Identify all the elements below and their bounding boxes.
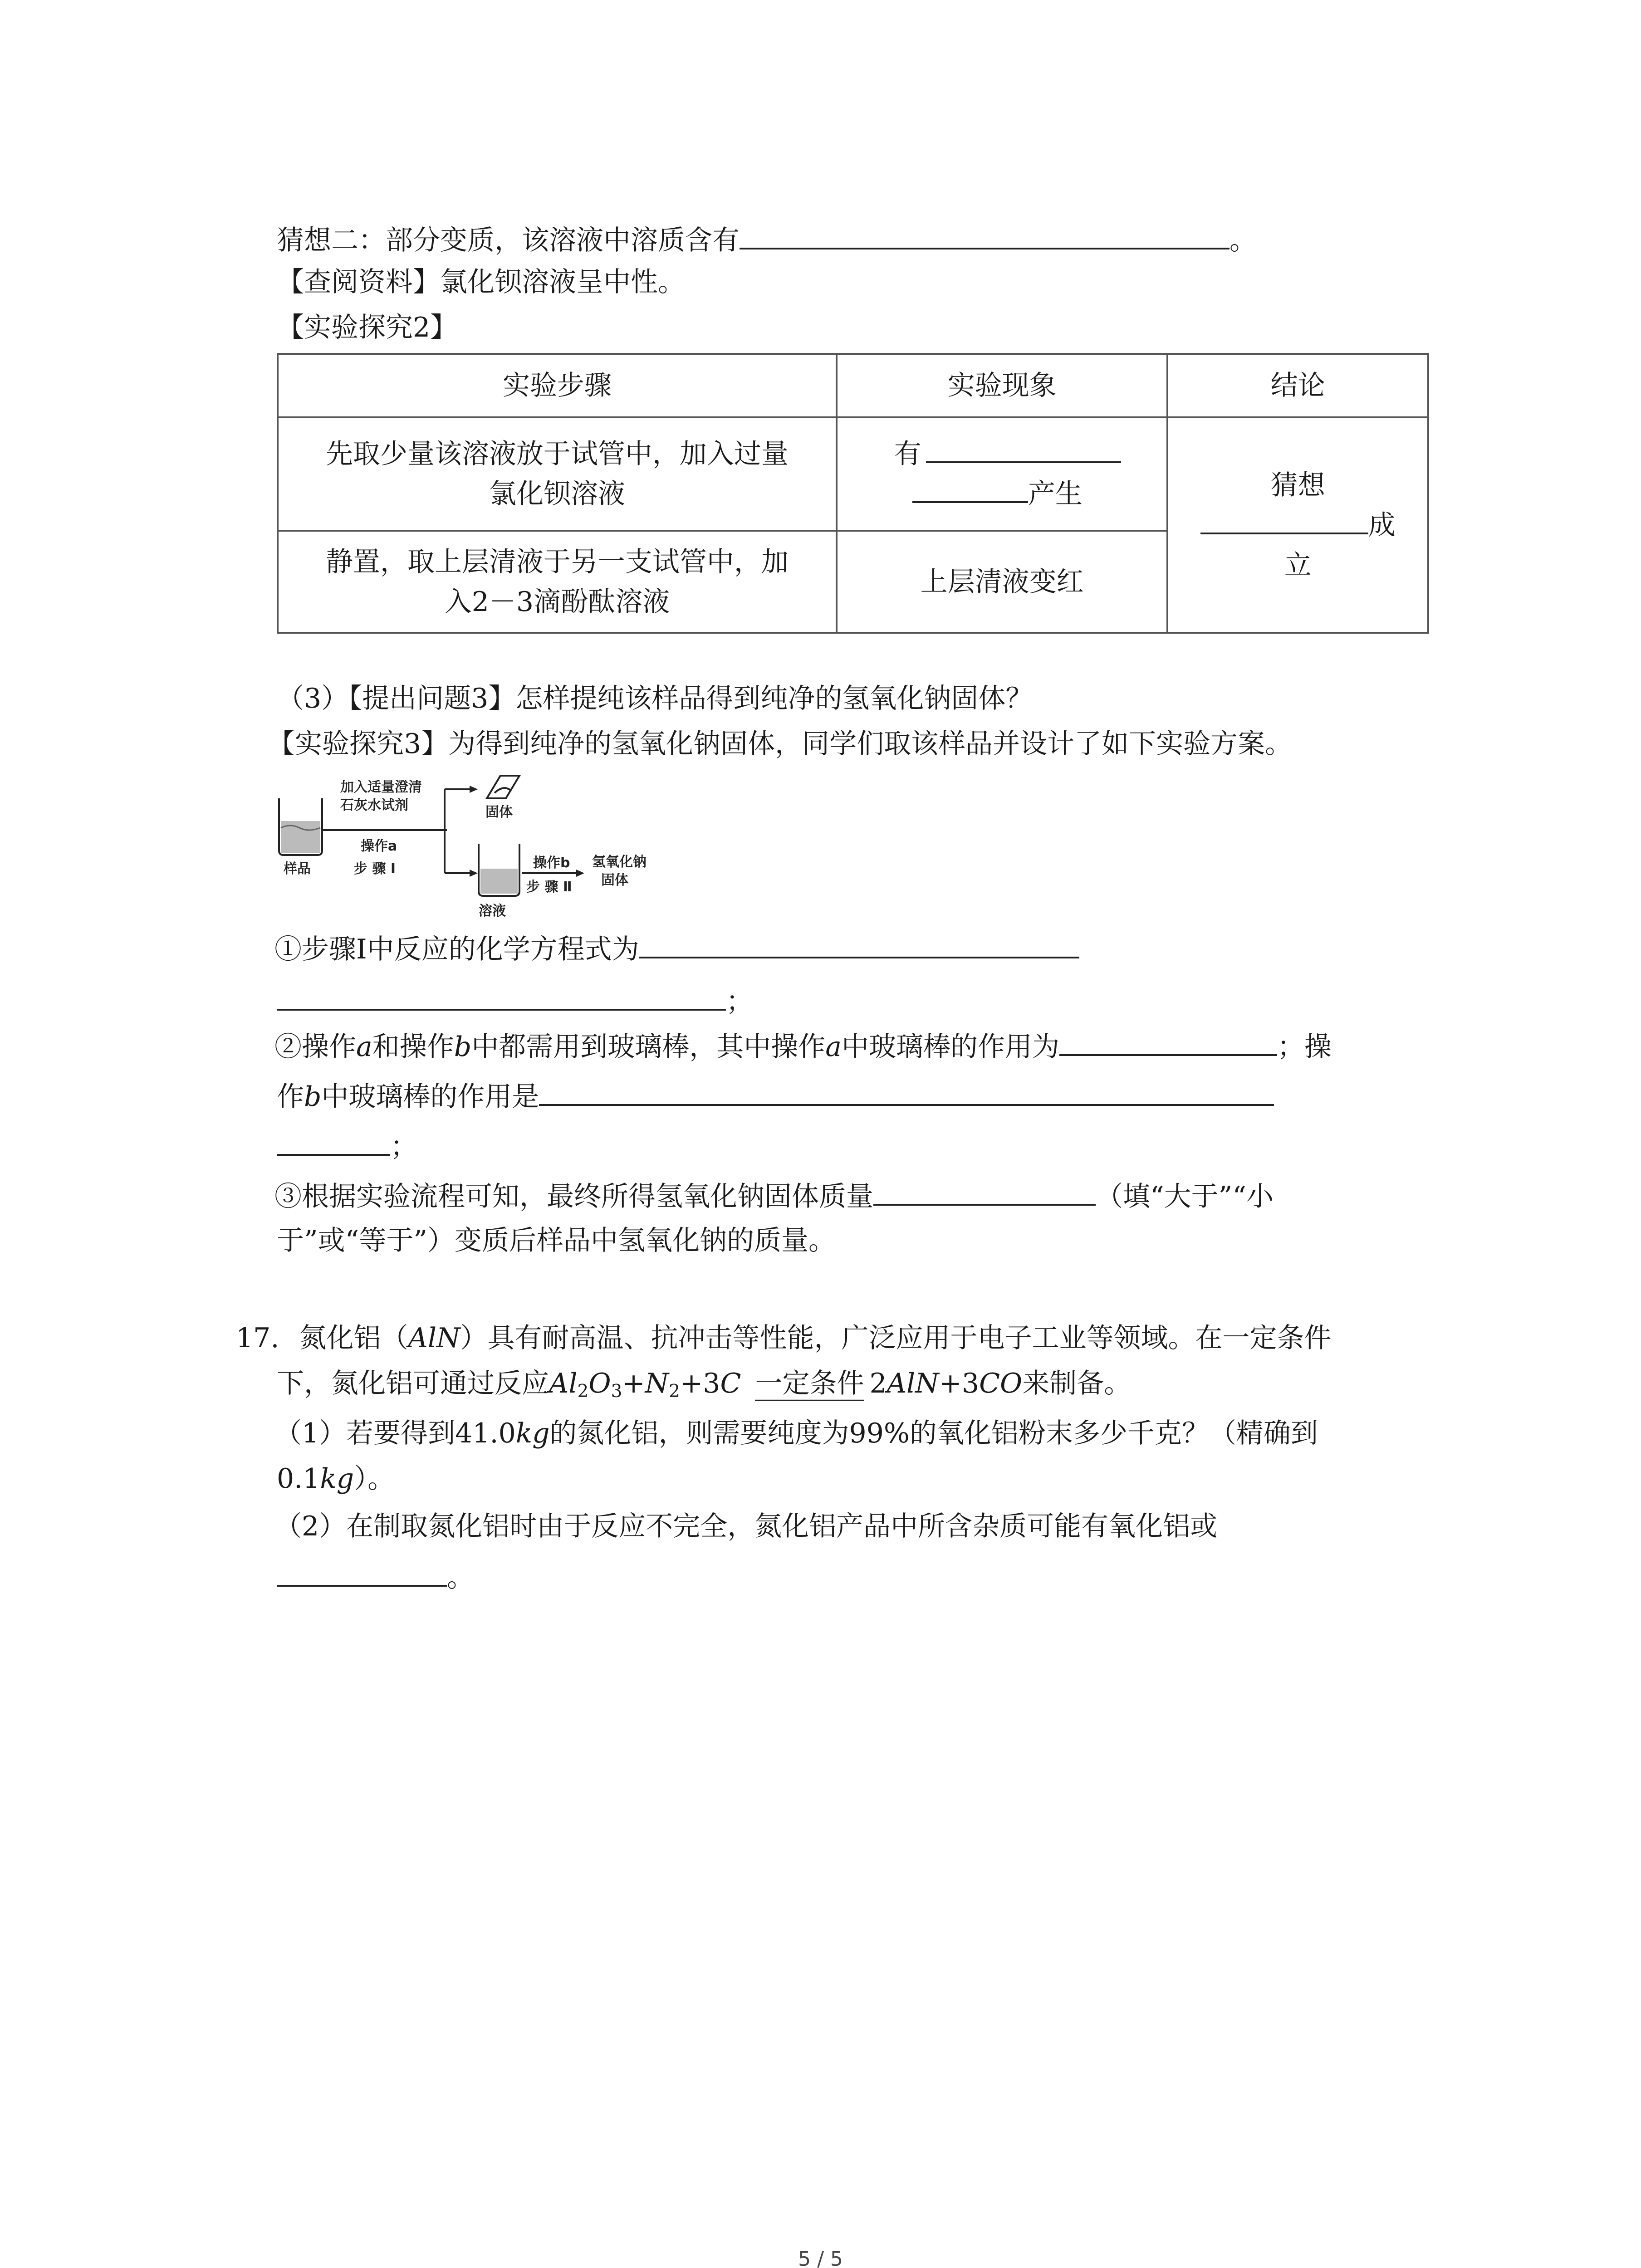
item2-a: a <box>356 1031 372 1063</box>
item2-end: ；操 <box>1277 1031 1332 1063</box>
item2-p1: ②操作 <box>274 1031 356 1063</box>
row2-observation: 上层清液变红 <box>837 531 1168 633</box>
explore3-line: 【实验探究3】为得到纯净的氢氧化钠固体，同学们取该样品并设计了如下实验方案。 <box>268 728 1293 760</box>
q17-p1a: （1）若要得到41.0 <box>274 1418 516 1449</box>
solid-filterpaper-icon <box>487 776 519 798</box>
eq-aln: AlN <box>887 1368 939 1399</box>
fig-solid: 固体 <box>485 804 513 820</box>
guess2-end: 。 <box>1230 225 1257 256</box>
obs-suffix: 产生 <box>1028 478 1083 510</box>
fig-product1: 氢氧化钠 <box>592 854 647 870</box>
solution-beaker-icon <box>479 844 519 896</box>
item2b-b: b <box>304 1081 322 1113</box>
q17-p2-end: 。 <box>447 1562 474 1593</box>
eq-plus1: + <box>622 1368 645 1399</box>
q17-line2 <box>277 1370 1131 1401</box>
q17-p1d: ）。 <box>354 1463 395 1495</box>
sample-beaker-icon <box>279 798 322 855</box>
explore2-title: 【实验探究2】 <box>277 312 458 343</box>
reaction-condition: 一定条件 <box>755 1370 864 1401</box>
conclusion-suffix: 成 <box>1368 509 1396 541</box>
page-number: 5 / 5 <box>798 2248 843 2268</box>
guess2-answer-blank[interactable] <box>740 223 1230 249</box>
fig-op-b: 操作b <box>533 855 570 871</box>
item2-b: b <box>454 1031 472 1063</box>
row1-step-line2: 氯化钡溶液 <box>489 478 625 510</box>
item1-text: ①步骤Ⅰ中反应的化学方程式为 <box>274 934 639 965</box>
q3-line: （3）【提出问题3】怎样提纯该样品得到纯净的氢氧化钠固体？ <box>277 683 1033 714</box>
row1-observation <box>837 417 1168 531</box>
item1-blank1[interactable] <box>639 932 1079 958</box>
eq-sub3: 3 <box>611 1381 622 1402</box>
row2-step <box>278 531 837 633</box>
fig-step1: 步 骤 Ⅰ <box>354 861 396 877</box>
item2b-p2: 中玻璃棒的作用是 <box>321 1081 539 1113</box>
q17-p1c: 0.1 <box>277 1463 320 1495</box>
obs-blank1[interactable] <box>926 437 1121 463</box>
q17-aln: AlN <box>408 1322 460 1354</box>
conclusion-line1: 猜想 <box>1270 469 1325 501</box>
eq-co: CO <box>979 1368 1023 1399</box>
guess2-text: 猜想二：部分变质，该溶液中溶质含有 <box>277 225 740 256</box>
fig-reagent2: 石灰水试剂 <box>340 797 408 813</box>
q17-part2-line1: （2）在制取氮化铝时由于反应不完全，氮化铝产品中所含杂质可能有氧化铝或 <box>274 1510 1218 1542</box>
row2-step-line2: 入2－3滴酚酞溶液 <box>444 586 670 618</box>
item2-blank2[interactable] <box>539 1080 1274 1106</box>
guess2-line <box>277 223 1257 254</box>
conclusion-cell <box>1167 417 1428 633</box>
item2-blank3[interactable] <box>277 1129 390 1156</box>
experiment-table <box>277 353 1429 634</box>
q17-l2b: 来制备。 <box>1022 1368 1132 1399</box>
q17-kg2: kg <box>320 1463 354 1495</box>
fig-product2: 固体 <box>601 872 628 888</box>
eq-n-sub2: 2 <box>669 1381 680 1402</box>
arrowhead-solution-icon <box>470 870 478 877</box>
fig-reagent1: 加入适量澄清 <box>340 779 422 795</box>
q17-part1-line2 <box>277 1463 395 1495</box>
header-steps: 实验步骤 <box>278 354 837 417</box>
item3-p1: ③根据实验流程可知，最终所得氢氧化钠固体质量 <box>274 1181 873 1212</box>
obs-blank2[interactable] <box>912 477 1028 503</box>
eq-plus3: +3 <box>680 1368 720 1399</box>
item2-p2: 和操作 <box>372 1031 454 1063</box>
item2-p4: 中玻璃棒的作用为 <box>841 1031 1059 1063</box>
item1-end: ； <box>726 986 753 1017</box>
reference-line: 【查阅资料】氯化钡溶液呈中性。 <box>277 266 685 298</box>
item2b-p1: 作 <box>277 1081 304 1113</box>
item3-line <box>274 1179 1274 1210</box>
flow-diagram <box>274 771 665 925</box>
row2-step-line1: 静置，取上层清液于另一支试管中，加 <box>325 546 789 578</box>
item2-line3 <box>277 1129 417 1163</box>
q17-p1b: 的氮化铝，则需要纯度为99%的氧化铝粉末多少千克？（精确到 <box>549 1418 1318 1449</box>
item2-line <box>274 1030 1332 1061</box>
conclusion-blank[interactable] <box>1200 508 1368 534</box>
obs-prefix: 有 <box>894 438 921 470</box>
q17-kg: kg <box>515 1418 550 1449</box>
q17-l1a: 氮化铝（ <box>299 1322 408 1354</box>
item2-end2: ； <box>390 1131 417 1163</box>
header-observation: 实验现象 <box>837 354 1168 417</box>
q17-line1 <box>236 1322 1332 1354</box>
arrowhead-product-icon <box>576 870 584 877</box>
q17-part1-line1 <box>274 1420 1318 1447</box>
fig-step2: 步 骤 Ⅱ <box>526 879 572 895</box>
item2-blank1[interactable] <box>1059 1030 1277 1056</box>
eq-plus3-2: +3 <box>939 1368 980 1399</box>
item3-line2: 于”或“等于”）变质后样品中氢氧化钠的质量。 <box>277 1225 836 1256</box>
fig-sample: 样品 <box>284 861 311 877</box>
q17-l1b: ）具有耐高温、抗冲击等性能，广泛应用于电子工业等领域。在一定条件 <box>460 1322 1332 1354</box>
eq-coef2: 2 <box>869 1368 887 1399</box>
item2-a2: a <box>825 1031 842 1063</box>
q17-number: 17. <box>236 1322 279 1354</box>
item1-line2 <box>277 984 753 1015</box>
item1-line <box>274 932 1079 963</box>
eq-al: Al <box>549 1368 578 1399</box>
fig-solution: 溶液 <box>479 903 506 919</box>
q17-part2-line2 <box>277 1560 474 1591</box>
eq-sub2: 2 <box>577 1381 589 1402</box>
conclusion-line3: 立 <box>1284 549 1312 581</box>
row1-step-line1: 先取少量该溶液放于试管中，加入过量 <box>325 438 789 470</box>
item1-blank2[interactable] <box>277 984 726 1011</box>
q17-blank[interactable] <box>277 1560 447 1587</box>
fig-op-a: 操作a <box>361 838 397 854</box>
item2-p3: 中都需用到玻璃棒，其中操作 <box>471 1031 826 1063</box>
item3-blank[interactable] <box>873 1179 1096 1206</box>
eq-o: O <box>588 1368 611 1399</box>
row1-step <box>278 417 837 531</box>
eq-c: C <box>720 1368 741 1399</box>
q17-l2a: 下，氮化铝可通过反应 <box>277 1368 549 1399</box>
eq-n: N <box>645 1368 669 1399</box>
arrowhead-solid-icon <box>470 786 478 793</box>
item2-line2 <box>277 1080 1274 1113</box>
item3-p2: （填“大于”“小 <box>1096 1181 1274 1212</box>
header-conclusion: 结论 <box>1167 354 1428 417</box>
